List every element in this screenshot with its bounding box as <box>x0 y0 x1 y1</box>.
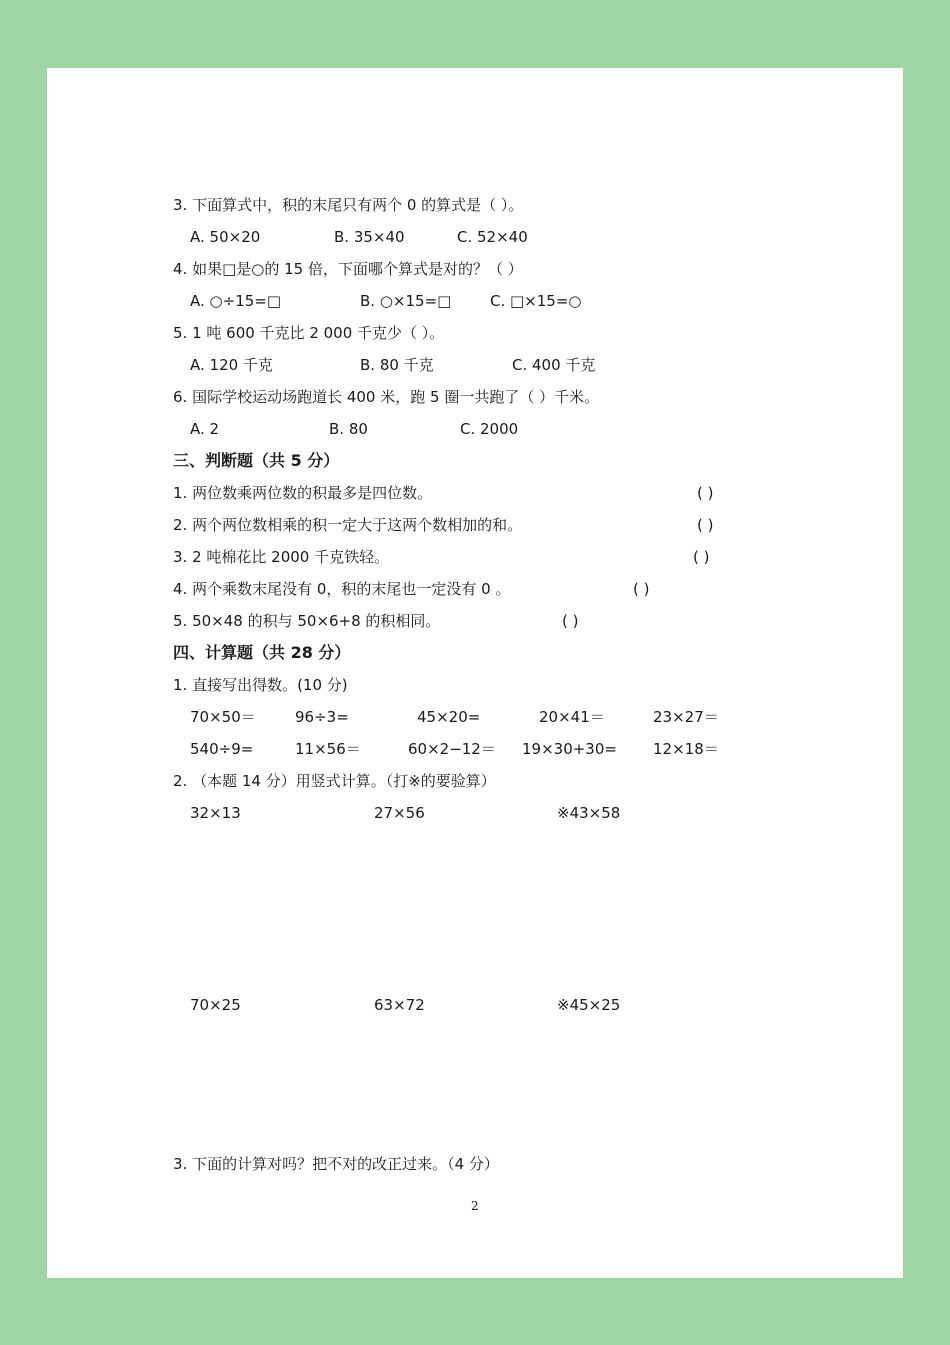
judge-item-1: 1. 两位数乘两位数的积最多是四位数。 <box>173 484 433 502</box>
choice-q3-option-b: B. 35×40 <box>334 228 405 246</box>
oral-calc-item: 96÷3= <box>295 708 349 726</box>
vertical-calc-item: 70×25 <box>190 996 241 1014</box>
oral-calc-item: 45×20= <box>417 708 481 726</box>
worksheet-page <box>47 68 903 1278</box>
calc-q1-stem: 1. 直接写出得数。(10 分) <box>173 676 348 694</box>
vertical-calc-item: 63×72 <box>374 996 425 1014</box>
judge-answer-paren-4[interactable]: ( ) <box>633 580 650 598</box>
choice-q6-stem: 6. 国际学校运动场跑道长 400 米，跑 5 圈一共跑了（ ）千米。 <box>173 388 600 406</box>
choice-q5-option-c: C. 400 千克 <box>512 356 596 374</box>
choice-q4-option-a: A. ○÷15=□ <box>190 292 282 310</box>
choice-q4-stem: 4. 如果□是○的 15 倍，下面哪个算式是对的？（ ） <box>173 260 523 278</box>
vertical-calc-item: ※43×58 <box>557 804 621 822</box>
judge-answer-paren-3[interactable]: ( ) <box>693 548 710 566</box>
choice-q5-option-b: B. 80 千克 <box>360 356 434 374</box>
choice-q5-option-a: A. 120 千克 <box>190 356 273 374</box>
page-number: 2 <box>471 1199 479 1213</box>
vertical-calc-item: 32×13 <box>190 804 241 822</box>
vertical-calc-item: ※45×25 <box>557 996 621 1014</box>
judge-section-title: 三、判断题（共 5 分） <box>173 451 340 470</box>
choice-q3-stem: 3. 下面算式中，积的末尾只有两个 0 的算式是（ ）。 <box>173 196 524 214</box>
vertical-calc-item: 27×56 <box>374 804 425 822</box>
choice-q6-option-a: A. 2 <box>190 420 220 438</box>
choice-q5-stem: 5. 1 吨 600 千克比 2 000 千克少（ ）。 <box>173 324 445 342</box>
judge-answer-paren-1[interactable]: ( ) <box>697 484 714 502</box>
choice-q3-option-c: C. 52×40 <box>457 228 528 246</box>
calc-q2-stem: 2. （本题 14 分）用竖式计算。（打※的要验算） <box>173 772 496 790</box>
choice-q6-option-b: B. 80 <box>329 420 368 438</box>
calc-section-title: 四、计算题（共 28 分） <box>173 643 351 662</box>
judge-answer-paren-2[interactable]: ( ) <box>697 516 714 534</box>
judge-item-4: 4. 两个乘数末尾没有 0，积的末尾也一定没有 0 。 <box>173 580 511 598</box>
oral-calc-item: 20×41＝ <box>539 708 605 726</box>
oral-calc-item: 12×18＝ <box>653 740 719 758</box>
calc-q3-stem: 3. 下面的计算对吗？把不对的改正过来。（4 分） <box>173 1155 499 1173</box>
choice-q4-option-c: C. □×15=○ <box>490 292 582 310</box>
oral-calc-item: 70×50＝ <box>190 708 256 726</box>
choice-q4-option-b: B. ○×15=□ <box>360 292 452 310</box>
judge-item-3: 3. 2 吨棉花比 2000 千克铁轻。 <box>173 548 390 566</box>
oral-calc-item: 19×30+30= <box>522 740 617 758</box>
judge-item-2: 2. 两个两位数相乘的积一定大于这两个数相加的和。 <box>173 516 523 534</box>
judge-item-5: 5. 50×48 的积与 50×6+8 的积相同。 <box>173 612 441 630</box>
judge-answer-paren-5[interactable]: ( ) <box>562 612 579 630</box>
oral-calc-item: 540÷9= <box>190 740 254 758</box>
oral-calc-item: 60×2−12＝ <box>408 740 496 758</box>
choice-q6-option-c: C. 2000 <box>460 420 519 438</box>
oral-calc-item: 11×56＝ <box>295 740 361 758</box>
oral-calc-item: 23×27＝ <box>653 708 719 726</box>
choice-q3-option-a: A. 50×20 <box>190 228 261 246</box>
